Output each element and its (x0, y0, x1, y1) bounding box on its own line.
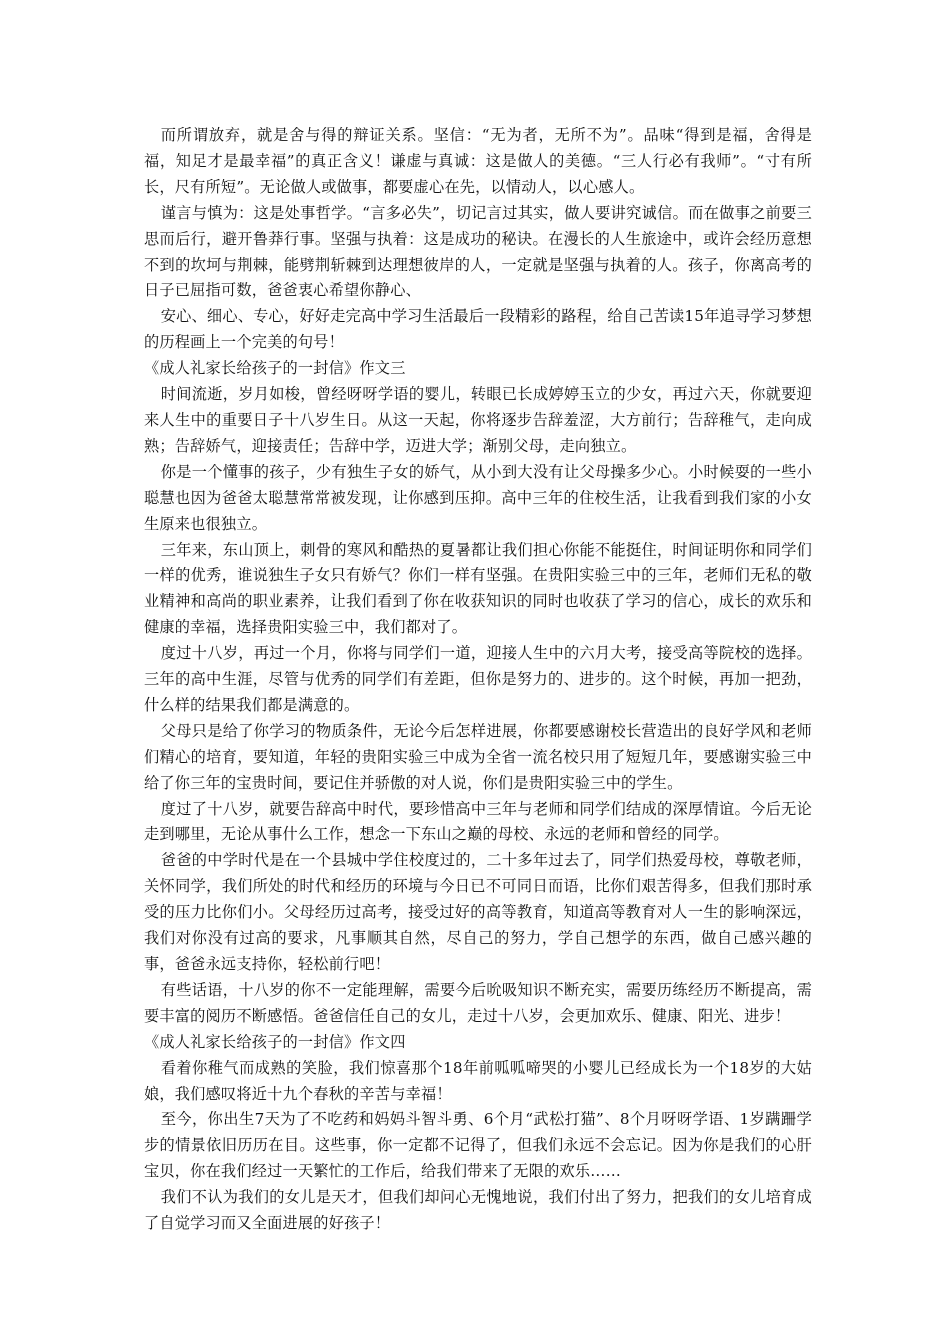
paragraph: 我们不认为我们的女儿是天才，但我们却问心无愧地说，我们付出了努力，把我们的女儿培育成了自觉学习而又全面进展的好孩子！ (144, 1188, 812, 1233)
section-heading: 《成人礼家长给孩子的一封信》作文四 (144, 1032, 406, 1051)
paragraph: 父母只是给了你学习的物质条件，无论今后怎样进展，你都要感谢校长营造出的良好学风和老师们精心的培育，要知道，年轻的贵阳实验三中成为全省一流名校只用了短短几年，要感谢实验三中给了你三年的宝贵时间，要记住并骄傲的对人说，你们是贵阳实验三中的学生。 (144, 721, 812, 792)
paragraph: 三年来，东山顶上，刺骨的寒风和酷热的夏暑都让我们担心你能不能挺住，时间证明你和同学们一样的优秀，谁说独生子女只有娇气？你们一样有坚强。在贵阳实验三中的三年，老师们无私的敬业精神和高尚的职业素养，让我们看到了你在收获知识的同时也收获了学习的信心，成长的欢乐和健康的幸福，选择贵阳实验三中，我们都对了。 (144, 540, 812, 637)
document-page (144, 123, 812, 1237)
paragraph: 有些话语，十八岁的你不一定能理解，需要今后吮吸知识不断充实，需要历练经历不断提高，需要丰富的阅历不断感悟。爸爸信任自己的女儿，走过十八岁，会更加欢乐、健康、阳光、进步！ (144, 980, 812, 1025)
paragraph: 时间流逝，岁月如梭，曾经呀呀学语的婴儿，转眼已长成婷婷玉立的少女，再过六天，你就要迎来人生中的重要日子十八岁生日。从这一天起，你将逐步告辞羞涩，大方前行；告辞稚气，走向成熟；告辞娇气，迎接责任；告辞中学，迈进大学；渐别父母，走向独立。 (144, 385, 812, 455)
paragraph: 而所谓放弃，就是舍与得的辩证关系。坚信：“无为者，无所不为”。品味“得到是福，舍得是福，知足才是最幸福”的真正含义！谦虚与真诚：这是做人的美德。“三人行必有我师”。“寸有所长，尺有所短”。无论做人或做事，都要虚心在先，以情动人，以心感人。 (144, 126, 812, 196)
paragraph: 看着你稚气而成熟的笑脸，我们惊喜那个18年前呱呱啼哭的小婴儿已经成长为一个18岁的大姑娘，我们感叹将近十九个春秋的辛苦与幸福！ (144, 1058, 812, 1103)
paragraph: 爸爸的中学时代是在一个县城中学住校度过的，二十多年过去了，同学们热爱母校，尊敬老师，关怀同学，我们所处的时代和经历的环境与今日已不可同日而语，比你们艰苦得多，但我们那时承受的压力比你们小。父母经历过高考，接受过好的高等教育，知道高等教育对人一生的影响深远，我们对你没有过高的要求，凡事顺其自然，尽自己的努力，学自己想学的东西，做自己感兴趣的事，爸爸永远支持你，轻松前行吧！ (144, 851, 812, 973)
paragraph: 度过了十八岁，就要告辞高中时代，要珍惜高中三年与老师和同学们结成的深厚情谊。今后无论走到哪里，无论从事什么工作，想念一下东山之巅的母校、永远的老师和曾经的同学。 (144, 799, 812, 844)
section-heading: 《成人礼家长给孩子的一封信》作文三 (144, 359, 406, 378)
paragraph: 度过十八岁，再过一个月，你将与同学们一道，迎接人生中的六月大考，接受高等院校的选择。三年的高中生涯，尽管与优秀的同学们有差距，但你是努力的、进步的。这个时候，再加一把劲，什么样的结果我们都是满意的。 (144, 644, 812, 714)
paragraph: 至今，你出生7天为了不吃药和妈妈斗智斗勇、6个月“武松打猫”、8个月呀呀学语、1岁蹒跚学步的情景依旧历历在目。这些事，你一定都不记得了，但我们永远不会忘记。因为你是我们的心肝宝贝，你在我们经过一天繁忙的工作后，给我们带来了无限的欢乐…… (144, 1110, 812, 1181)
paragraph: 你是一个懂事的孩子，少有独生子女的娇气，从小到大没有让父母操多少心。小时候耍的一些小聪慧也因为爸爸太聪慧常常被发现，让你感到压抑。高中三年的住校生活，让我看到我们家的小女生原来也很独立。 (144, 462, 812, 533)
paragraph: 谨言与慎为：这是处事哲学。“言多必失”，切记言过其实，做人要讲究诚信。而在做事之前要三思而后行，避开鲁莽行事。坚强与执着：这是成功的秘诀。在漫长的人生旅途中，或许会经历意想不到的坎坷与荆棘，能劈荆斩棘到达理想彼岸的人，一定就是坚强与执着的人。孩子，你离高考的日子已屈指可数，爸爸衷心希望你静心、 (144, 203, 812, 300)
paragraph: 安心、细心、专心，好好走完高中学习生活最后一段精彩的路程，给自己苦读15年追寻学习梦想的历程画上一个完美的句号！ (144, 307, 812, 352)
